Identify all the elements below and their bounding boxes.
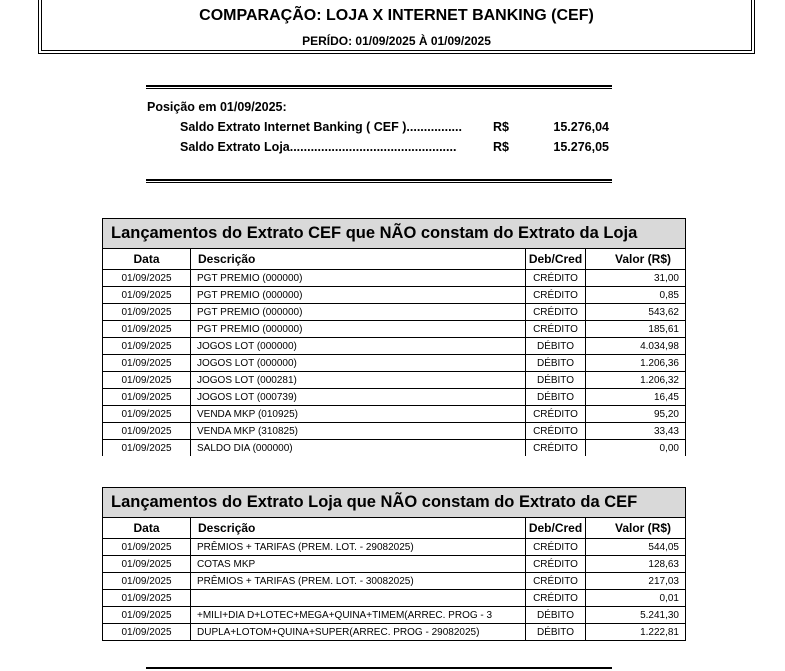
entry-date: 01/09/2025	[103, 304, 191, 321]
entry-date: 01/09/2025	[103, 556, 191, 573]
entry-type: CRÉDITO	[526, 590, 586, 607]
entry-value: 95,20	[586, 406, 686, 423]
table-row	[103, 573, 686, 590]
entry-value: 543,62	[586, 304, 686, 321]
entry-value: 0,01	[586, 590, 686, 607]
table-row	[103, 321, 686, 338]
entry-value: 33,43	[586, 423, 686, 440]
table-row	[103, 539, 686, 556]
divider-middle	[146, 179, 612, 183]
table-row	[103, 338, 686, 355]
table-row	[103, 389, 686, 406]
column-header-deb-cred: Deb/Cred	[526, 249, 586, 270]
cef-entries-table	[102, 218, 686, 456]
table-row	[103, 556, 686, 573]
entry-date: 01/09/2025	[103, 287, 191, 304]
entry-type: DÉBITO	[526, 389, 586, 406]
cef-table-title: Lançamentos do Extrato CEF que NÃO constam do Extrato da Loja	[103, 219, 686, 249]
table-row	[103, 590, 686, 607]
entry-date: 01/09/2025	[103, 607, 191, 624]
table-row	[103, 372, 686, 389]
table-row	[103, 270, 686, 287]
entry-type: DÉBITO	[526, 338, 586, 355]
entry-date: 01/09/2025	[103, 590, 191, 607]
entry-value: 1.206,36	[586, 355, 686, 372]
balance-currency: R$	[493, 140, 509, 154]
entry-description	[191, 590, 526, 607]
divider-top	[146, 85, 612, 89]
entry-description: PGT PREMIO (000000)	[191, 321, 526, 338]
entry-value: 0,85	[586, 287, 686, 304]
entry-date: 01/09/2025	[103, 624, 191, 641]
entry-value: 1.206,32	[586, 372, 686, 389]
entry-date: 01/09/2025	[103, 338, 191, 355]
entry-date: 01/09/2025	[103, 270, 191, 287]
entry-description: PGT PREMIO (000000)	[191, 287, 526, 304]
entry-type: CRÉDITO	[526, 556, 586, 573]
table-row	[103, 423, 686, 440]
entry-value: 185,61	[586, 321, 686, 338]
report-period: PERÍDO: 01/09/2025 À 01/09/2025	[302, 34, 491, 48]
column-header-description: Descrição	[191, 249, 526, 270]
report-header	[38, 0, 755, 54]
loja-entries-table	[102, 487, 686, 641]
entry-value: 16,45	[586, 389, 686, 406]
table-row	[103, 406, 686, 423]
entry-description: PGT PREMIO (000000)	[191, 270, 526, 287]
entry-type: CRÉDITO	[526, 440, 586, 457]
balance-label: Saldo Extrato Internet Banking ( CEF )................	[180, 120, 462, 134]
entry-date: 01/09/2025	[103, 573, 191, 590]
table-row	[103, 607, 686, 624]
report-title: COMPARAÇÃO: LOJA X INTERNET BANKING (CEF)	[199, 7, 594, 24]
entry-description: JOGOS LOT (000739)	[191, 389, 526, 406]
entry-type: DÉBITO	[526, 355, 586, 372]
entry-type: DÉBITO	[526, 372, 586, 389]
entry-type: CRÉDITO	[526, 287, 586, 304]
entry-date: 01/09/2025	[103, 440, 191, 457]
entry-description: PRÊMIOS + TARIFAS (PREM. LOT. - 30082025)	[191, 573, 526, 590]
entry-type: CRÉDITO	[526, 321, 586, 338]
column-header-date: Data	[103, 249, 191, 270]
entry-date: 01/09/2025	[103, 389, 191, 406]
entry-value: 4.034,98	[586, 338, 686, 355]
table-row	[103, 624, 686, 641]
entry-date: 01/09/2025	[103, 539, 191, 556]
entry-type: DÉBITO	[526, 624, 586, 641]
balance-label: Saldo Extrato Loja................................................	[180, 140, 457, 154]
table-row	[103, 287, 686, 304]
entry-type: DÉBITO	[526, 607, 586, 624]
position-label: Posição em 01/09/2025:	[147, 100, 287, 114]
entry-value: 5.241,30	[586, 607, 686, 624]
column-header-value: Valor (R$)	[586, 249, 686, 270]
entry-description: JOGOS LOT (000000)	[191, 338, 526, 355]
entry-type: CRÉDITO	[526, 406, 586, 423]
entry-type: CRÉDITO	[526, 539, 586, 556]
entry-value: 0,00	[586, 440, 686, 457]
table-row	[103, 304, 686, 321]
entry-value: 544,05	[586, 539, 686, 556]
entry-description: COTAS MKP	[191, 556, 526, 573]
balance-currency: R$	[493, 120, 509, 134]
table-row	[103, 355, 686, 372]
balance-value: 15.276,05	[553, 140, 609, 154]
entry-value: 217,03	[586, 573, 686, 590]
entry-type: CRÉDITO	[526, 573, 586, 590]
divider-bottom	[146, 667, 612, 671]
entry-description: SALDO DIA (000000)	[191, 440, 526, 457]
entry-type: CRÉDITO	[526, 304, 586, 321]
entry-date: 01/09/2025	[103, 406, 191, 423]
entry-description: JOGOS LOT (000000)	[191, 355, 526, 372]
column-header-description: Descrição	[191, 518, 526, 539]
entry-date: 01/09/2025	[103, 423, 191, 440]
entry-value: 1.222,81	[586, 624, 686, 641]
entry-description: JOGOS LOT (000281)	[191, 372, 526, 389]
column-header-value: Valor (R$)	[586, 518, 686, 539]
balance-value: 15.276,04	[553, 120, 609, 134]
entry-type: CRÉDITO	[526, 423, 586, 440]
entry-description: PRÊMIOS + TARIFAS (PREM. LOT. - 29082025)	[191, 539, 526, 556]
loja-table-title: Lançamentos do Extrato Loja que NÃO constam do Extrato da CEF	[103, 488, 686, 518]
entry-date: 01/09/2025	[103, 355, 191, 372]
column-header-deb-cred: Deb/Cred	[526, 518, 586, 539]
entry-description: VENDA MKP (010925)	[191, 406, 526, 423]
entry-description: DUPLA+LOTOM+QUINA+SUPER(ARREC. PROG - 29082025)	[191, 624, 526, 641]
entry-date: 01/09/2025	[103, 321, 191, 338]
entry-type: CRÉDITO	[526, 270, 586, 287]
entry-description: PGT PREMIO (000000)	[191, 304, 526, 321]
entry-description: VENDA MKP (310825)	[191, 423, 526, 440]
entry-date: 01/09/2025	[103, 372, 191, 389]
entry-value: 31,00	[586, 270, 686, 287]
entry-description: +MILI+DIA D+LOTEC+MEGA+QUINA+TIMEM(ARREC. PROG - 3	[191, 607, 526, 624]
table-row	[103, 440, 686, 457]
column-header-date: Data	[103, 518, 191, 539]
entry-value: 128,63	[586, 556, 686, 573]
